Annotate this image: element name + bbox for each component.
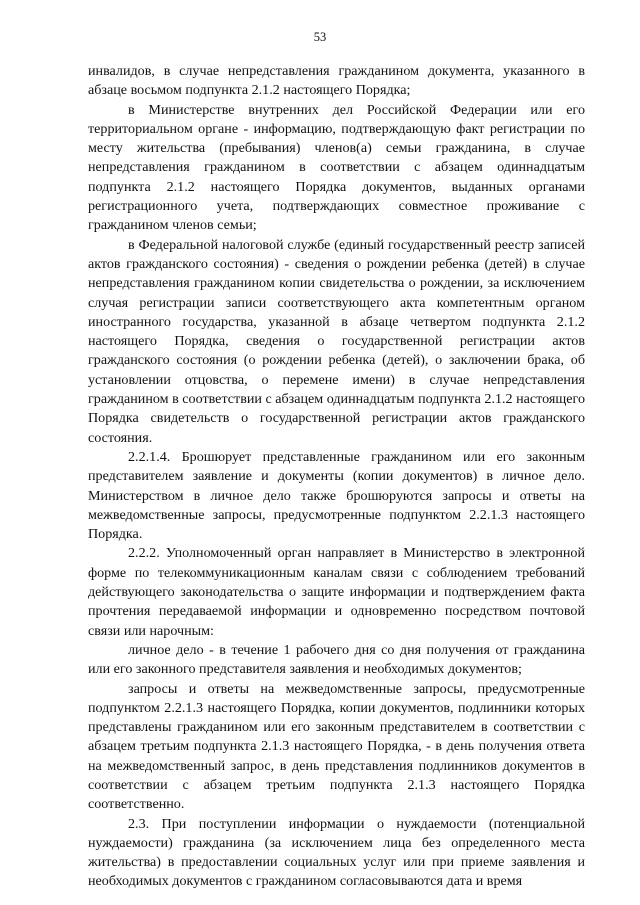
paragraph: личное дело - в течение 1 рабочего дня со дня получения от гражданина или его законного представителя заявления и необходимых документов; <box>88 641 585 678</box>
paragraph: 2.2.2. Уполномоченный орган направляет в Министерство в электронной форме по телекоммуникационным каналам связи с соблюдением требований действующего законодательства о защите информации и подтверждением факта прочтения передаваемой информации и одновременно посредством почтовой связи или нарочным: <box>88 545 585 639</box>
document-body <box>88 62 585 892</box>
paragraph: 2.3. При поступлении информации о нуждаемости (потенциальной нуждаемости) гражданина (за исключением лица без определенного места жительства) в предоставлении социальных услуг или при приеме заявления и необходимых документов с гражданином согласовываются дата и время <box>88 815 585 890</box>
paragraph: в Министерстве внутренних дел Российской Федерации или его территориальном органе - информацию, подтверждающую факт регистрации по месту жительства (пребывания) членов(а) семьи гражданина, в случае непредставления гражданином в соответствии с абзацем одиннадцатым подпункта 2.1.2 настоящего Порядка документов, выданных органами регистрационного учета, подтверждающих совместное проживание с гражданином членов семьи; <box>88 101 585 234</box>
page-number: 53 <box>313 30 327 44</box>
paragraph: инвалидов, в случае непредставления гражданином документа, указанного в абзаце восьмом подпункта 2.1.2 настоящего Порядка; <box>88 63 585 99</box>
paragraph: запросы и ответы на межведомственные запросы, предусмотренные подпунктом 2.2.1.3 настоящего Порядка, копии документов, подлинники которых представлены гражданином или его законным представителем в соответствии с абзацем третьим подпункта 2.1.3 настоящего Порядка, - в день получения ответа на межведомственный запрос, в день представления подлинников документов в соответствии с абзацем третьим подпункта 2.1.3 настоящего Порядка соответственно. <box>88 680 585 813</box>
paragraph: в Федеральной налоговой службе (единый государственный реестр записей актов гражданского состояния) - сведения о рождении ребенка (детей) в случае непредставления гражданином копии свидетельства о рождении, за исключением случая регистрации записи соответствующего акта компетентным органом иностранного государства, указанной в абзаце четвертом подпункта 2.1.2 настоящего Порядка, сведения о государственной регистрации актов гражданского состояния (о рождении ребенка (детей), о заключении брака, об установлении отцовства, о перемене имени) в случае непредставления гражданином в соответствии с абзацем одиннадцатым подпункта 2.1.2 настоящего Порядка свидетельств о государственной регистрации актов гражданского состояния. <box>88 236 585 446</box>
paragraph: 2.2.1.4. Брошюрует представленные гражданином или его законным представителем заявление и документы (копии документов) в личное дело. Министерством в личное дело также брошюруются запросы и ответы на межведомственные запросы, предусмотренные подпунктом 2.2.1.3 настоящего Порядка. <box>88 448 585 543</box>
